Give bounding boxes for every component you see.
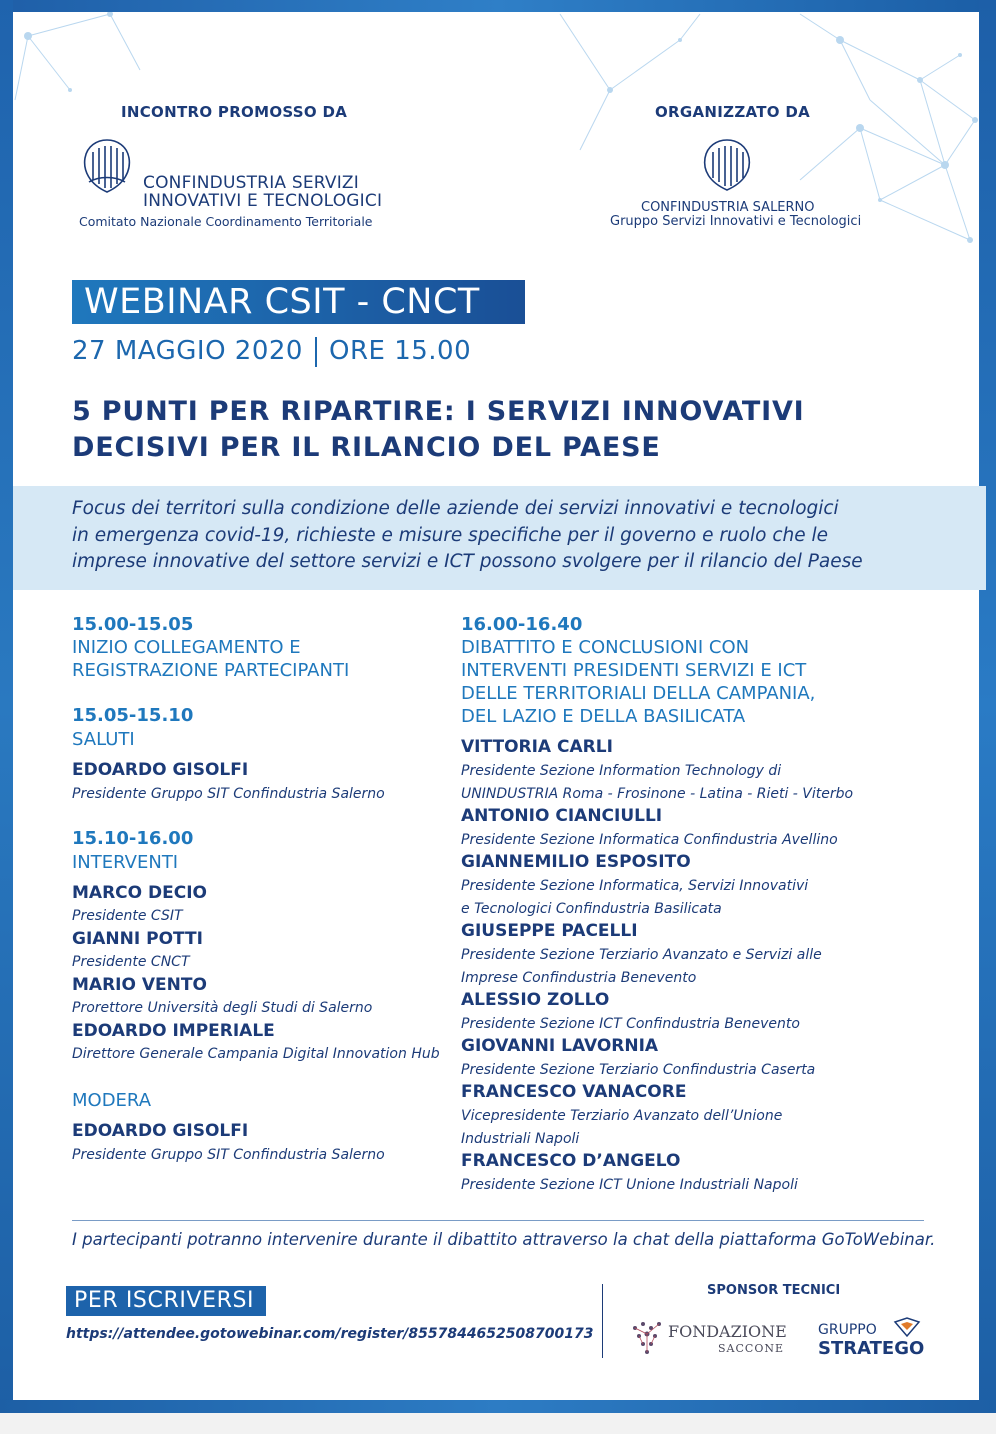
speaker-role: Presidente CSIT: [72, 908, 183, 924]
fondazione-saccone-logo-icon: [627, 1318, 667, 1358]
note-divider: [72, 1220, 924, 1221]
participation-note: I partecipanti potranno intervenire durante il dibattito attraverso la chat della piattaforma GoToWebinar.: [72, 1230, 936, 1249]
slot-time-3: 15.10-16.00: [72, 828, 194, 849]
speaker-role-line: UNINDUSTRIA Roma - Frosinone - Latina - Rieti - Viterbo: [461, 786, 854, 802]
speaker-role-line: Industriali Napoli: [461, 1131, 580, 1147]
left-logo-line1: CONFINDUSTRIA SERVIZI: [143, 173, 359, 193]
left-logo-line2: INNOVATIVI E TECNOLOGICI: [143, 191, 383, 211]
frame-right: [979, 0, 996, 1412]
register-link[interactable]: https://attendee.gotowebinar.com/register/8557844652508700173: [66, 1326, 594, 1342]
speaker-role-line: Imprese Confindustria Benevento: [461, 970, 697, 986]
speaker-role: Presidente Gruppo SIT Confindustria Salerno: [72, 1147, 385, 1163]
date-separator: [315, 337, 317, 367]
slot-title-4: [461, 636, 815, 728]
speaker-name: EDOARDO IMPERIALE: [72, 1021, 275, 1041]
slot-title-1-line1: INIZIO COLLEGAMENTO E: [72, 637, 301, 658]
footer-separator: [602, 1284, 603, 1358]
speaker-role: Presidente Sezione Terziario Confindustria Caserta: [461, 1062, 816, 1078]
speaker-name: EDOARDO GISOLFI: [72, 1121, 249, 1141]
speaker-name: GIANNEMILIO ESPOSITO: [461, 852, 691, 872]
slot-time-2: 15.05-15.10: [72, 705, 194, 726]
slot-title-4-line: DEL LAZIO E DELLA BASILICATA: [461, 706, 746, 727]
title-line-1: 5 PUNTI PER RIPARTIRE: I SERVIZI INNOVATIVI: [72, 396, 805, 427]
speaker-name: VITTORIA CARLI: [461, 737, 613, 757]
event-title: [72, 394, 805, 466]
speaker-role-line: Presidente Sezione Terziario Avanzato e Servizi alle: [461, 947, 822, 963]
slot-title-4-line: DIBATTITO E CONCLUSIONI CON: [461, 637, 750, 658]
event-date: 27 MAGGIO 2020: [72, 336, 303, 366]
date-time-line: [72, 336, 471, 367]
speaker-role: [461, 875, 808, 921]
speaker-role: Presidente Sezione Informatica Confindustria Avellino: [461, 832, 838, 848]
speaker-name: GIUSEPPE PACELLI: [461, 921, 638, 941]
sponsor-2-sub: STRATEGO: [818, 1338, 925, 1359]
speaker-role: Presidente Sezione ICT Confindustria Benevento: [461, 1016, 800, 1032]
speaker-role: [461, 760, 853, 806]
frame-top: [0, 0, 996, 12]
slot-title-1-line2: REGISTRAZIONE PARTECIPANTI: [72, 660, 350, 681]
speaker-name: FRANCESCO D’ANGELO: [461, 1151, 681, 1171]
confindustria-servizi-logo: [77, 136, 383, 232]
register-label: PER ISCRIVERSI: [66, 1286, 266, 1316]
speaker-name: GIOVANNI LAVORNIA: [461, 1036, 659, 1056]
speaker-role: Presidente CNCT: [72, 954, 190, 970]
slot-title-1: [72, 636, 349, 682]
webinar-badge: WEBINAR CSIT - CNCT: [72, 280, 525, 324]
speaker-name: ANTONIO CIANCIULLI: [461, 806, 663, 826]
speaker-role: Presidente Sezione ICT Unione Industriali Napoli: [461, 1177, 798, 1193]
eagle-emblem-icon: [699, 136, 755, 192]
speaker-role: [461, 1105, 782, 1151]
confindustria-salerno-logo: [605, 136, 862, 232]
frame-bottom: [0, 1400, 996, 1413]
speaker-role-line: e Tecnologici Confindustria Basilicata: [461, 901, 722, 917]
slot-time-4: 16.00-16.40: [461, 614, 583, 635]
focus-text: [72, 496, 863, 576]
moderator-title: MODERA: [72, 1090, 152, 1111]
speaker-role: Direttore Generale Campania Digital Innovation Hub: [72, 1046, 440, 1062]
organized-by-label: ORGANIZZATO DA: [655, 103, 811, 121]
speaker-name: GIANNI POTTI: [72, 929, 203, 949]
slot-time-1: 15.00-15.05: [72, 614, 194, 635]
slot-title-4-line: INTERVENTI PRESIDENTI SERVIZI E ICT: [461, 660, 807, 681]
eagle-emblem-icon: [79, 136, 135, 196]
speaker-role: [461, 944, 822, 990]
focus-line-1: Focus dei territori sulla condizione delle aziende dei servizi innovativi e tecnologici: [72, 498, 839, 519]
speaker-role-line: Presidente Sezione Informatica, Servizi Innovativi: [461, 878, 809, 894]
speaker-name: MARCO DECIO: [72, 883, 207, 903]
focus-line-2: in emergenza covid-19, richieste e misure specifiche per il governo e ruolo che le: [72, 524, 828, 546]
speaker-role-line: Vicepresidente Terziario Avanzato dell’Unione: [461, 1108, 783, 1124]
speaker-name: ALESSIO ZOLLO: [461, 990, 610, 1010]
event-time: ORE 15.00: [328, 336, 472, 366]
speaker-role-line: Presidente Sezione Information Technology di: [461, 763, 782, 779]
speaker-name: FRANCESCO VANACORE: [461, 1082, 687, 1102]
stratego-logo-icon: [893, 1316, 921, 1338]
left-logo-line3: Comitato Nazionale Coordinamento Territoriale: [79, 214, 373, 229]
slot-title-2: SALUTI: [72, 729, 135, 750]
speaker-role: Presidente Gruppo SIT Confindustria Salerno: [72, 786, 385, 802]
focus-line-3: imprese innovative del settore servizi e ICT possono svolgere per il rilancio del Paese: [72, 551, 863, 572]
sponsor-label: SPONSOR TECNICI: [707, 1283, 841, 1298]
page-shadow: [0, 1413, 996, 1434]
speaker-name: MARIO VENTO: [72, 975, 207, 995]
speaker-name: EDOARDO GISOLFI: [72, 760, 249, 780]
sponsor-2-name: GRUPPO: [818, 1322, 877, 1338]
speaker-role: Prorettore Università degli Studi di Salerno: [72, 1000, 373, 1016]
sponsor-1-name: FONDAZIONE: [668, 1322, 787, 1341]
sponsor-1-sub: SACCONE: [718, 1342, 784, 1355]
right-logo-line1: CONFINDUSTRIA SALERNO: [641, 200, 815, 215]
slot-title-4-line: DELLE TERRITORIALI DELLA CAMPANIA,: [461, 683, 816, 704]
title-line-2: DECISIVI PER IL RILANCIO DEL PAESE: [72, 432, 661, 463]
frame-left: [0, 0, 13, 1412]
right-logo-line2: Gruppo Servizi Innovativi e Tecnologici: [610, 214, 862, 229]
promoted-by-label: INCONTRO PROMOSSO DA: [121, 103, 348, 121]
slot-title-3: INTERVENTI: [72, 852, 179, 873]
